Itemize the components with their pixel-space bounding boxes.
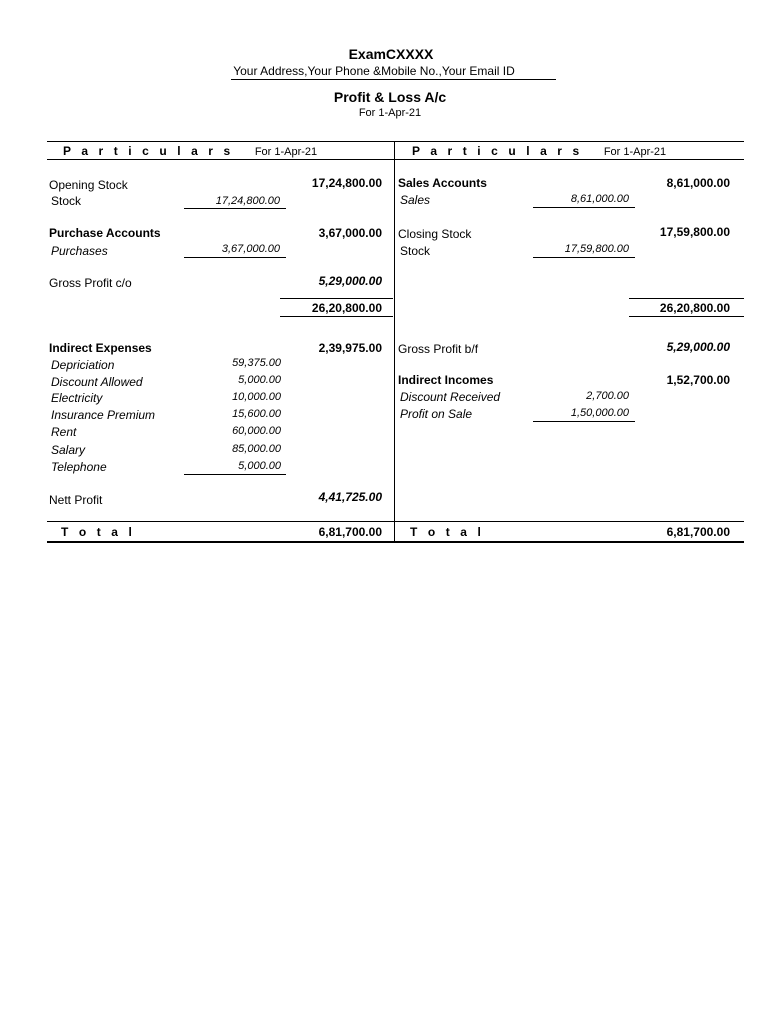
expense-item-amount: 15,600.00 xyxy=(232,408,281,420)
indirect-expenses-amount: 2,39,975.00 xyxy=(318,341,382,355)
expense-item-amount: 10,000.00 xyxy=(232,391,281,403)
right-total-rule-top xyxy=(394,521,744,522)
report-period: For 1-Apr-21 xyxy=(358,107,422,119)
opening-stock-amount: 17,24,800.00 xyxy=(311,176,382,190)
company-address: Your Address,Your Phone &Mobile No.,Your Email ID xyxy=(233,64,515,78)
purchases-amount: 3,67,000.00 xyxy=(221,243,280,255)
sales-amount: 8,61,000.00 xyxy=(570,193,629,205)
sales-rule xyxy=(533,207,635,208)
right-subtotal-amount: 26,20,800.00 xyxy=(659,301,730,315)
sales-accounts-amount: 8,61,000.00 xyxy=(666,176,730,190)
left-subtotal-rule-bottom xyxy=(280,316,393,317)
report-title: Profit & Loss A/c xyxy=(333,89,447,105)
nett-profit-amount: 4,41,725.00 xyxy=(318,490,382,504)
income-item-label: Discount Received xyxy=(400,390,501,404)
purchase-accounts-amount: 3,67,000.00 xyxy=(318,226,382,240)
right-period-header: For 1-Apr-21 xyxy=(603,146,667,158)
opening-stock-rule xyxy=(184,208,286,209)
table-bottom-rule xyxy=(47,541,744,543)
sales-accounts-label: Sales Accounts xyxy=(398,176,487,190)
left-total-amount: 6,81,700.00 xyxy=(318,525,382,539)
right-subtotal-rule-top xyxy=(629,298,744,299)
right-particulars-header: P a r t i c u l a r s xyxy=(412,144,583,158)
indirect-incomes-amount: 1,52,700.00 xyxy=(666,373,730,387)
indirect-expenses-label: Indirect Expenses xyxy=(49,341,152,355)
left-subtotal-rule-top xyxy=(280,298,393,299)
expense-item-label: Insurance Premium xyxy=(51,408,156,422)
sales-label: Sales xyxy=(400,193,431,207)
expense-item-label: Rent xyxy=(51,425,77,439)
expense-item-amount: 60,000.00 xyxy=(232,425,281,437)
gross-profit-co-amount: 5,29,000.00 xyxy=(318,274,382,288)
expense-item-amount: 5,000.00 xyxy=(238,374,281,386)
expense-item-amount: 59,375.00 xyxy=(232,357,281,369)
closing-stock-sub-amount: 17,59,800.00 xyxy=(564,243,629,255)
expense-item-label: Electricity xyxy=(51,391,103,405)
right-total-label: T o t a l xyxy=(410,525,485,539)
purchases-label: Purchases xyxy=(51,244,108,258)
company-name: ExamCXXXX xyxy=(348,46,434,62)
column-divider xyxy=(394,141,395,541)
gross-profit-bf-amount: 5,29,000.00 xyxy=(666,340,730,354)
expense-item-label: Discount Allowed xyxy=(51,375,143,389)
gross-profit-bf-label: Gross Profit b/f xyxy=(398,342,479,356)
closing-stock-rule xyxy=(533,257,635,258)
closing-stock-amount: 17,59,800.00 xyxy=(659,225,730,239)
right-subtotal-rule-bottom xyxy=(629,316,744,317)
expense-item-amount: 85,000.00 xyxy=(232,443,281,455)
table-top-rule xyxy=(47,141,744,142)
opening-stock-sub-label: Stock xyxy=(51,194,82,208)
nett-profit-label: Nett Profit xyxy=(49,493,103,507)
expense-item-amount: 5,000.00 xyxy=(238,460,281,472)
left-particulars-header: P a r t i c u l a r s xyxy=(63,144,234,158)
income-item-amount: 2,700.00 xyxy=(586,390,629,402)
income-item-amount: 1,50,000.00 xyxy=(570,407,629,419)
closing-stock-sub-label: Stock xyxy=(400,244,431,258)
left-total-rule-top xyxy=(47,521,394,522)
gross-profit-co-label: Gross Profit c/o xyxy=(49,276,132,290)
opening-stock-label: Opening Stock xyxy=(49,178,128,192)
right-total-amount: 6,81,700.00 xyxy=(666,525,730,539)
closing-stock-label: Closing Stock xyxy=(398,227,472,241)
expense-item-label: Salary xyxy=(51,443,86,457)
income-item-label: Profit on Sale xyxy=(400,407,473,421)
left-total-label: T o t a l xyxy=(61,525,136,539)
expenses-rule xyxy=(184,474,286,475)
purchase-accounts-label: Purchase Accounts xyxy=(49,226,161,240)
table-header-rule xyxy=(47,159,744,160)
left-period-header: For 1-Apr-21 xyxy=(254,146,318,158)
address-underline xyxy=(231,79,556,80)
left-subtotal-amount: 26,20,800.00 xyxy=(311,301,382,315)
incomes-rule xyxy=(533,421,635,422)
indirect-incomes-label: Indirect Incomes xyxy=(398,373,494,387)
expense-item-label: Telephone xyxy=(51,460,107,474)
expense-item-label: Depriciation xyxy=(51,358,115,372)
purchases-rule xyxy=(184,257,286,258)
opening-stock-sub-amount: 17,24,800.00 xyxy=(215,195,280,207)
